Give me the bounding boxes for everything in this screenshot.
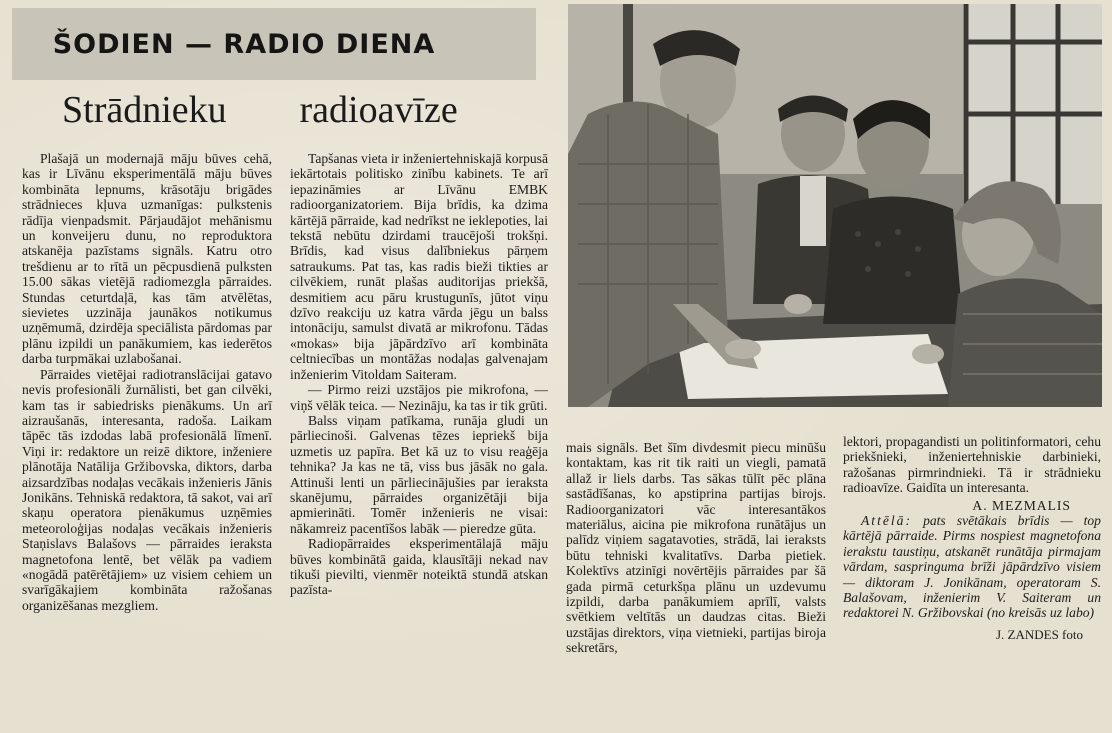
caption-lead: Attēlā:: [861, 513, 912, 529]
paragraph: mais signāls. Bet šīm divdesmit piecu minūšu kontaktam, kas rit tik raiti un viegli, pamatā allaž ir liels darbs. Tas sākas tūlīt pēc plāna sastādīšanas, ko apstiprina partijas birojs. Radioorganizatori vāc interesantākos materiālus, aicina pie mikrofona runātājus un palīdz viņiem sagatavoties, strādā, lai ieraksts būtu tehniski kvalitatīvs. Darba pietiek. Kolektīvs atzinīgi novērtējis pārraides par šā gada pirmā ceturkšņa plānu un uzdevumu izpildi, darba panākumiem aprīlī, valsts svētkiem veltītās un daudzas citas. Bieži uzstājas direktors, viņa vietnieki, partijas biroja sekretārs,: [566, 440, 826, 656]
article-photo: [568, 4, 1102, 407]
article-column-1: [22, 151, 272, 613]
article-column-4: [843, 434, 1101, 642]
paragraph: Tapšanas vieta ir inženiertehniskajā korpusā iekārtotais politisko zinību kabinets. Te arī iepazināmies ar Līvānu EMBK radioorganizatoriem. Bija brīdis, ka dzima kārtējā pārraide, kad nedrīkst ne ieklepoties, lai tekstā nebūtu dzirdami traucējoši trokšņi. Brīdis, kad visus dalībniekus pārņem satraukums. Pat tas, kas radis bieži tikties ar cilvēkiem, runāt plašas auditorijas priekšā, desmitiem acu pāru krustugunīs, jūtot viņu dzīvo reakciju uz katra vārda jēgu un balss intonāciju, samulst divatā ar mikrofonu. Tādas «mokas» bija jāpārdzīvo arī kombināta celtniecības un montāžas nodaļas galvenajam inženierim Vitoldam Saiteram.: [290, 151, 548, 382]
paragraph: Balss viņam patīkama, runāja gludi un pārliecinoši. Galvenas tēzes iepriekš bija uzmetis uz papīra. Bet kā uz to visu reaģēja tehnika? Ja kas ne tā, viss bus jāsāk no gala. Attinuši lenti un pārliecinājušies par ieraksta skanējumu, pārraides organizētāji bija apmierināti. Tomēr inženieris ne visai: nākamreiz pacentīšos labāk — pieredze gūta.: [290, 412, 548, 536]
author-signature: A. MEZMALIS: [972, 497, 1071, 513]
headline-word-2: radioavīze: [299, 89, 458, 131]
paragraph: Pārraides vietējai radiotranslācijai gatavo nevis profesionāli žurnālisti, bet gan cilvēki, kam tas ir sabiedrisks pienākums. Un arī aizraušanās, interesanta, radoša. Laikam tāpēc tās izdodas labā profesionālā līmenī. Viņi ir: redaktore un reizē diktore, inženiere plānotāja Natālija Gržibovska, diktors, darba aizsardzības nodaļas vecākais inženieris Jānis Jonikāns. Tehniskā redaktora, tā sakot, vai arī skaņu operatora pienākumus uzņēmies meteoroloģijas nodaļas vecākais inženieris Staņislavs Balašovs — pārraides ieraksta magnetofona lentē, bet vēlāk pa vadiem «nogādā patērētājiem» uz visiem cehiem un svarīgākajiem kombināta ražošanas organizēšanas mezgliem.: [22, 366, 272, 613]
section-banner: [12, 8, 536, 80]
headline-word-1: Strādnieku: [62, 89, 227, 131]
banner-title: ŠODIEN — RADIO DIENA: [52, 28, 436, 60]
paragraph: — Pirmo reizi uzstājos pie mikrofona, — viņš vēlāk teica. — Nezināju, ka tas ir tik grūti.: [290, 382, 548, 413]
caption-text: pats svētākais brīdis — top kārtējā pārraide. Pirms nospiest magnetofona ierakstu taustiņu, atskanēt runātāja pirmajam vārdam, saspringuma brīži jāpārdzīvo visiem — diktoram J. Jonikānam, operatoram S. Balašovam, inženierim V. Saiteram un redaktorei N. Gržibovskai (no kreisās uz labo): [843, 513, 1101, 621]
photo-credit: J. ZANDES foto: [995, 626, 1083, 642]
paragraph: Radiopārraides eksperimentālajā māju būves kombinātā gaida, klausītāji nekad nav tikuši pievilti, vienmēr noteiktā stundā atskan pazīsta-: [290, 536, 548, 598]
photo-illustration: [568, 4, 1102, 407]
article-headline: [62, 88, 542, 132]
photo-caption: [843, 513, 1101, 621]
paragraph: lektori, propagandisti un politinformatori, cehu priekšnieki, inženiertehniskie darbinieki, ražošanas pirmrindnieki. Tā ir strādnieku radioavīze. Gaidīta un interesanta.: [843, 434, 1101, 496]
article-column-3: [566, 440, 826, 656]
article-column-2: [290, 151, 548, 598]
paragraph: Plašajā un modernajā māju būves cehā, kas ir Līvānu eksperimentālā māju būves kombināta lepnums, krāsotāju brigādes strādnieces kļuva uzmanīgas: pulkstenis rādīja vienpadsmit. Pārjaudājot mehānismu un konveijeru dunu, no reproduktora atskanēja pazīstams signāls. Katru otro trešdienu ar to rītā un pēcpusdienā pulksten 15.00 sākas vietējā radiomezgla pārraides. Stundas ceturtdaļā, kas tām atvēlētas, sievietes uzzināja jaunākos notikumus uzņēmumā, dzirdēja speciālista pārdomas par plānu izpildi un panākumiem, kas iederētos darba turpmākai uzlabošanai.: [22, 151, 272, 367]
